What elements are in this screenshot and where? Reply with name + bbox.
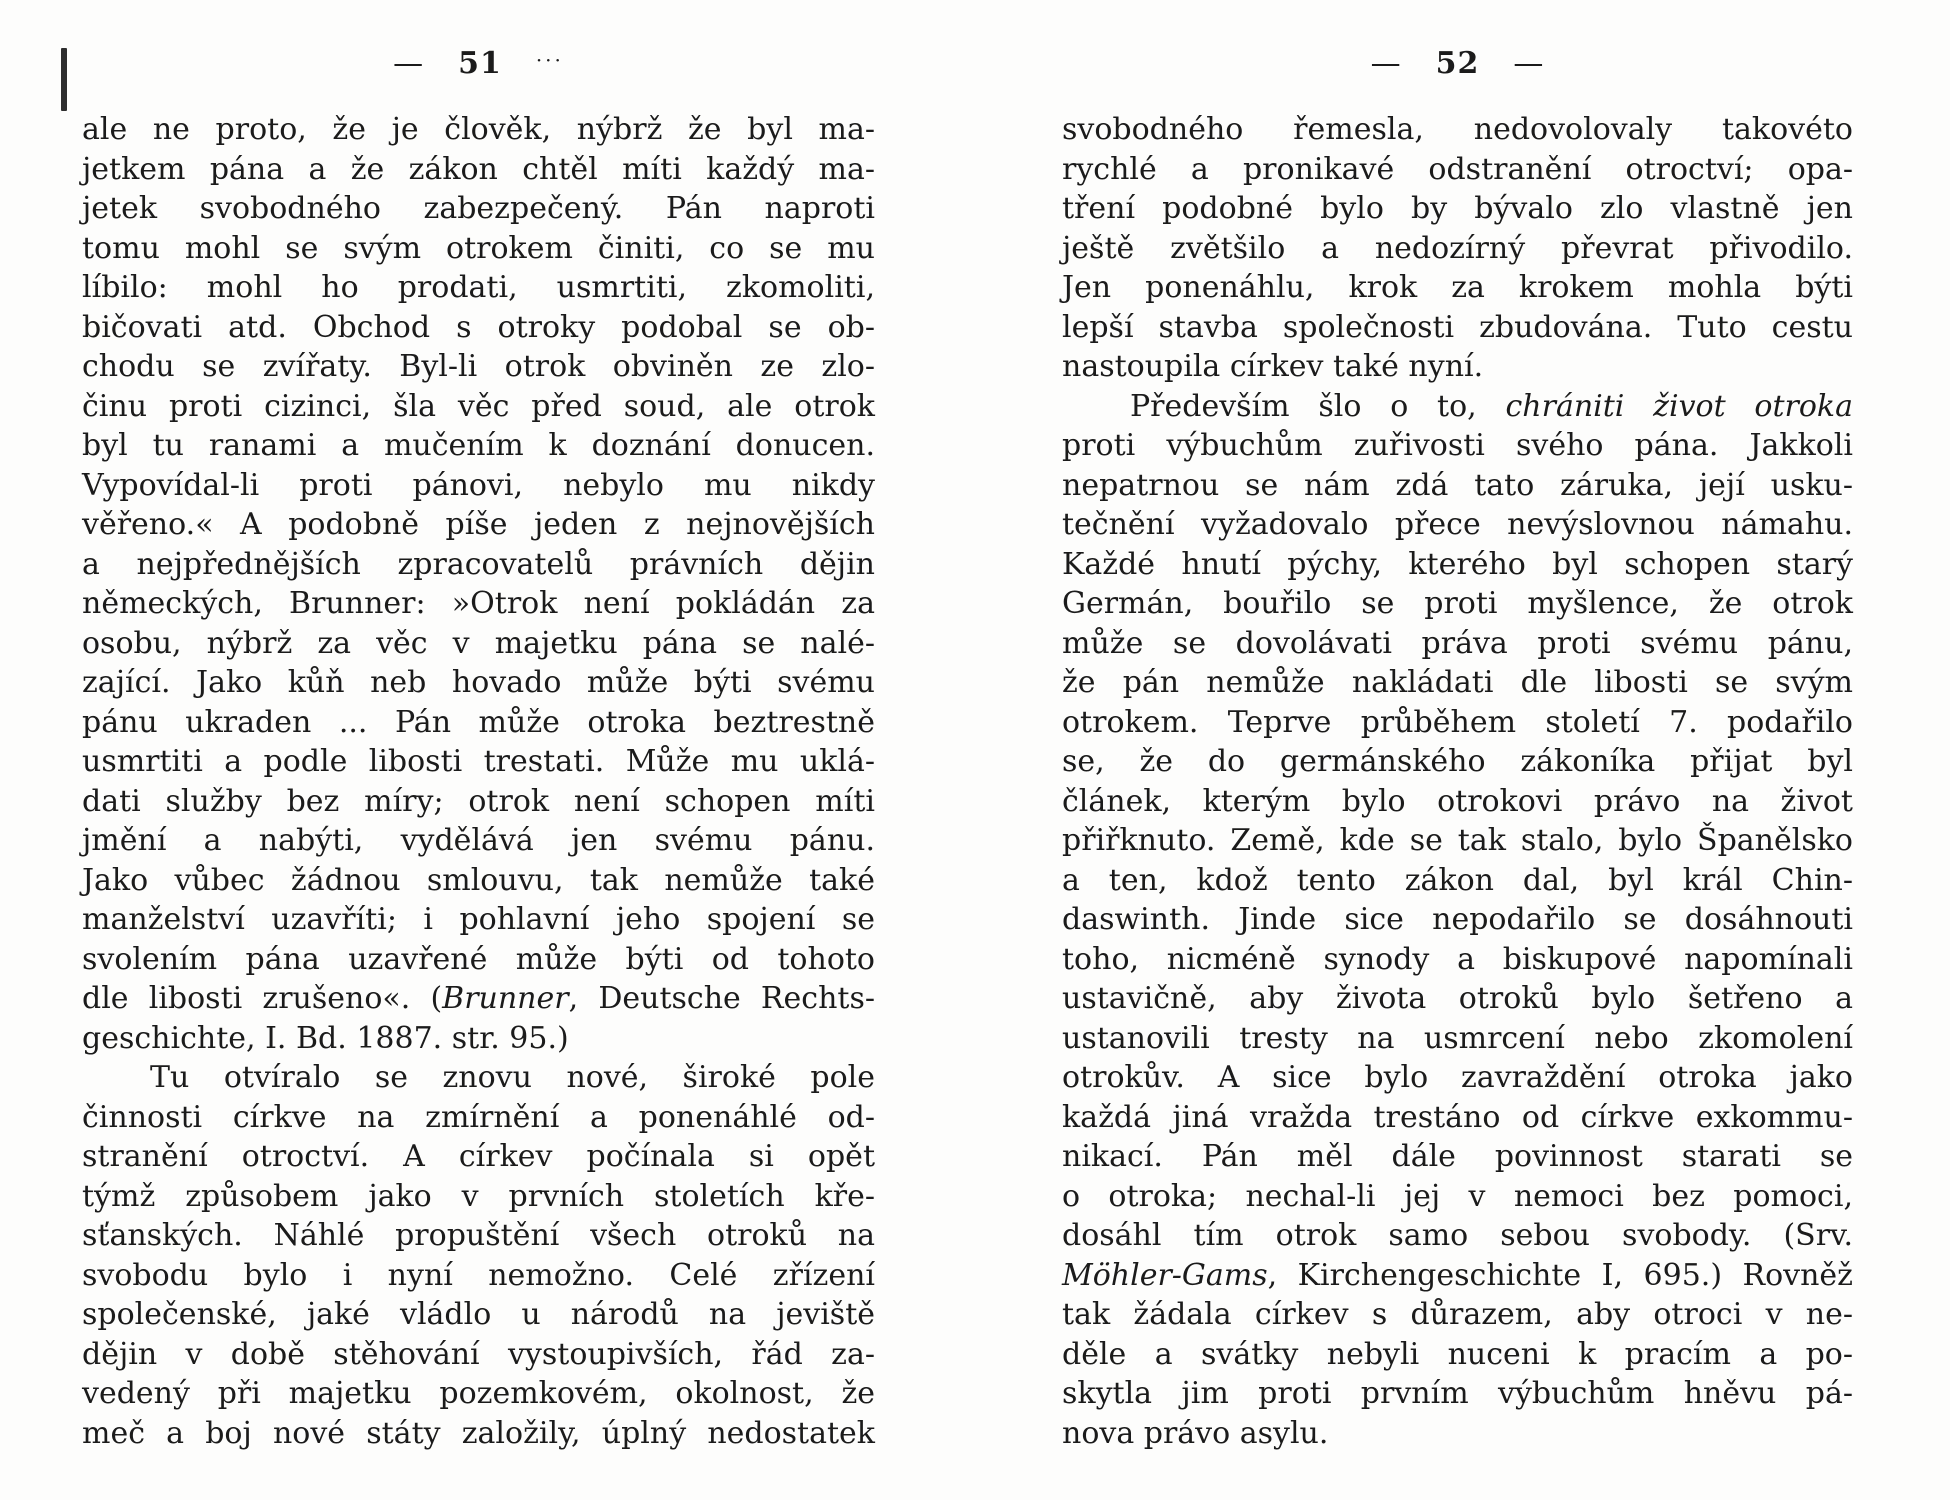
page-number-52: 52	[1435, 46, 1480, 81]
text-line: jmění a nabýti, vydělává jen svému pánu.	[82, 823, 875, 858]
text-line: článek, kterým bylo otrokovi právo na život	[1062, 783, 1853, 819]
page-number-51: 51	[458, 46, 502, 81]
text-line: nepatrnou se nám zdá tato záruka, její usku-	[1062, 467, 1853, 503]
page-52-lines	[1062, 110, 1853, 1453]
text-line: svobodného řemesla, nedovolovaly takovéto	[1062, 112, 1853, 147]
text-line: nastoupila církev také nyní.	[1062, 349, 1484, 384]
text-line: činu proti cizinci, šla věc před soud, ale otrok	[82, 388, 875, 424]
text-line: o otroka; nechal-li jej v nemoci bez pomoci,	[1062, 1178, 1853, 1214]
text-line: usmrtiti a podle libosti trestati. Může mu uklá-	[82, 744, 875, 779]
text-line: geschichte, I. Bd. 1887. str. 95.)	[82, 1020, 569, 1056]
text-line: byl tu ranami a mučením k doznání donucen.	[82, 428, 875, 463]
text-line: tak žádala církev s důrazem, aby otroci v ne-	[1062, 1297, 1853, 1332]
text-line: chodu se zvířaty. Byl-li otrok obviněn ze zlo-	[82, 349, 875, 384]
text-line: může se dovolávati práva proti svému pánu,	[1062, 625, 1853, 661]
text-line: nikací. Pán měl dále povinnost starati se	[1062, 1139, 1853, 1174]
text-line: dějin v době stěhování vystoupivších, řád za-	[82, 1336, 875, 1372]
text-line: německých, Brunner: »Otrok není pokládán za	[82, 586, 875, 621]
text-line: ustavičně, aby života otroků bylo šetřeno a	[1062, 981, 1853, 1016]
header-dash-right-52: —	[1513, 46, 1545, 81]
text-line: dosáhl tím otrok samo sebou svobody. (Srv.	[1062, 1218, 1853, 1253]
text-line: líbilo: mohl ho prodati, usmrtiti, zkomoliti,	[82, 270, 875, 305]
text-line: manželství uzavříti; i pohlavní jeho spojení se	[82, 902, 875, 937]
text-line: každá jiná vražda trestáno od církve exkommu-	[1062, 1099, 1853, 1135]
text-line: Jen ponenáhlu, krok za krokem mohla býti	[1062, 270, 1853, 305]
header-dash-left-51: —	[393, 46, 425, 81]
header-dash-left-52: —	[1370, 46, 1402, 81]
text-line: činnosti církve na zmírnění a ponenáhlé od-	[82, 1099, 875, 1135]
text-line: nova právo asylu.	[1062, 1415, 1329, 1451]
text-line: společenské, jaké vládlo u národů na jeviště	[82, 1297, 875, 1332]
text-line: tomu mohl se svým otrokem činiti, co se mu	[82, 230, 875, 266]
text-line: a nejpřednějších zpracovatelů právních dějin	[82, 546, 875, 582]
text-line: tečnění vyžadovalo přece nevýslovnou námahu.	[1062, 507, 1853, 542]
text-line: lepší stavba společnosti zbudována. Tuto cestu	[1062, 309, 1853, 345]
text-line: se, že do germánského zákoníka přijat byl	[1062, 744, 1853, 779]
text-line: dati služby bez míry; otrok není schopen míti	[82, 783, 875, 819]
text-line: Tu otvíralo se znovu nové, široké pole	[150, 1060, 875, 1095]
text-line: Jako vůbec žádnou smlouvu, tak nemůže také	[82, 862, 875, 898]
text-line: dle libosti zrušeno«. (Brunner, Deutsche Rechts-	[82, 981, 875, 1016]
text-line: jetkem pána a že zákon chtěl míti každý ma-	[82, 151, 875, 187]
text-line: ale ne proto, že je člověk, nýbrž že byl ma-	[82, 112, 875, 147]
text-line: vedený při majetku pozemkovém, okolnost, že	[82, 1376, 875, 1411]
scan-edge-artifact	[61, 48, 67, 111]
text-line: toho, nicméně synody a biskupové napomínali	[1062, 941, 1853, 977]
text-line: jetek svobodného zabezpečený. Pán naproti	[82, 191, 875, 226]
page-52-header	[1062, 46, 1853, 86]
text-line: Vypovídal-li proti pánovi, nebylo mu nikdy	[82, 467, 875, 503]
text-line: pánu ukraden ... Pán může otroka beztrestně	[82, 704, 875, 740]
text-line: otrokem. Teprve průběhem století 7. podařilo	[1062, 704, 1853, 740]
text-line: svobodu bylo i nyní nemožno. Celé zřízení	[82, 1257, 875, 1293]
text-line: ustanovili tresty na usmrcení nebo zkomolení	[1062, 1020, 1853, 1056]
text-line: osobu, nýbrž za věc v majetku pána se nalé-	[82, 625, 875, 661]
text-line: ještě zvětšilo a nedozírný převrat přivodilo.	[1062, 230, 1853, 266]
page-51-lines	[82, 110, 875, 1453]
page-51-header	[82, 46, 875, 86]
text-line: věřeno.« A podobně píše jeden z nejnovějších	[82, 507, 875, 542]
text-line: svolením pána uzavřené může býti od tohoto	[82, 941, 875, 977]
text-line: týmž způsobem jako v prvních stoletích kře-	[82, 1178, 875, 1214]
text-line: rychlé a pronikavé odstranění otroctví; opa-	[1062, 151, 1853, 187]
header-dash-right-51: ···	[535, 48, 564, 72]
text-line: bičovati atd. Obchod s otroky podobal se ob-	[82, 309, 875, 345]
text-line: a ten, kdož tento zákon dal, byl král Chin-	[1062, 862, 1853, 898]
text-line: že pán nemůže nakládati dle libosti se svým	[1062, 665, 1853, 700]
text-line: stranění otroctví. A církev počínala si opět	[82, 1139, 875, 1174]
text-line: zající. Jako kůň neb hovado může býti svému	[82, 665, 875, 700]
text-line: přiřknuto. Země, kde se tak stalo, bylo Španělsko	[1062, 823, 1853, 858]
text-line: Každé hnutí pýchy, kterého byl schopen starý	[1062, 546, 1853, 582]
text-line: otrokův. A sice bylo zavraždění otroka jako	[1062, 1060, 1853, 1095]
text-line: Především šlo o to, chrániti život otroka	[1130, 388, 1853, 424]
text-line: proti výbuchům zuřivosti svého pána. Jakkoli	[1062, 428, 1853, 463]
text-line: děle a svátky nebyli nuceni k pracím a po-	[1062, 1336, 1853, 1372]
text-line: daswinth. Jinde sice nepodařilo se dosáhnouti	[1062, 902, 1853, 937]
text-line: tření podobné bylo by bývalo zlo vlastně jen	[1062, 191, 1853, 226]
text-line: sťanských. Náhlé propuštění všech otroků na	[82, 1218, 875, 1253]
text-line: skytla jim proti prvním výbuchům hněvu pá-	[1062, 1376, 1853, 1411]
text-line: meč a boj nové státy založily, úplný nedostatek	[82, 1415, 875, 1451]
text-line: Germán, bouřilo se proti myšlence, že otrok	[1062, 586, 1853, 621]
text-line: Möhler-Gams, Kirchengeschichte I, 695.) Rovněž	[1062, 1257, 1853, 1293]
